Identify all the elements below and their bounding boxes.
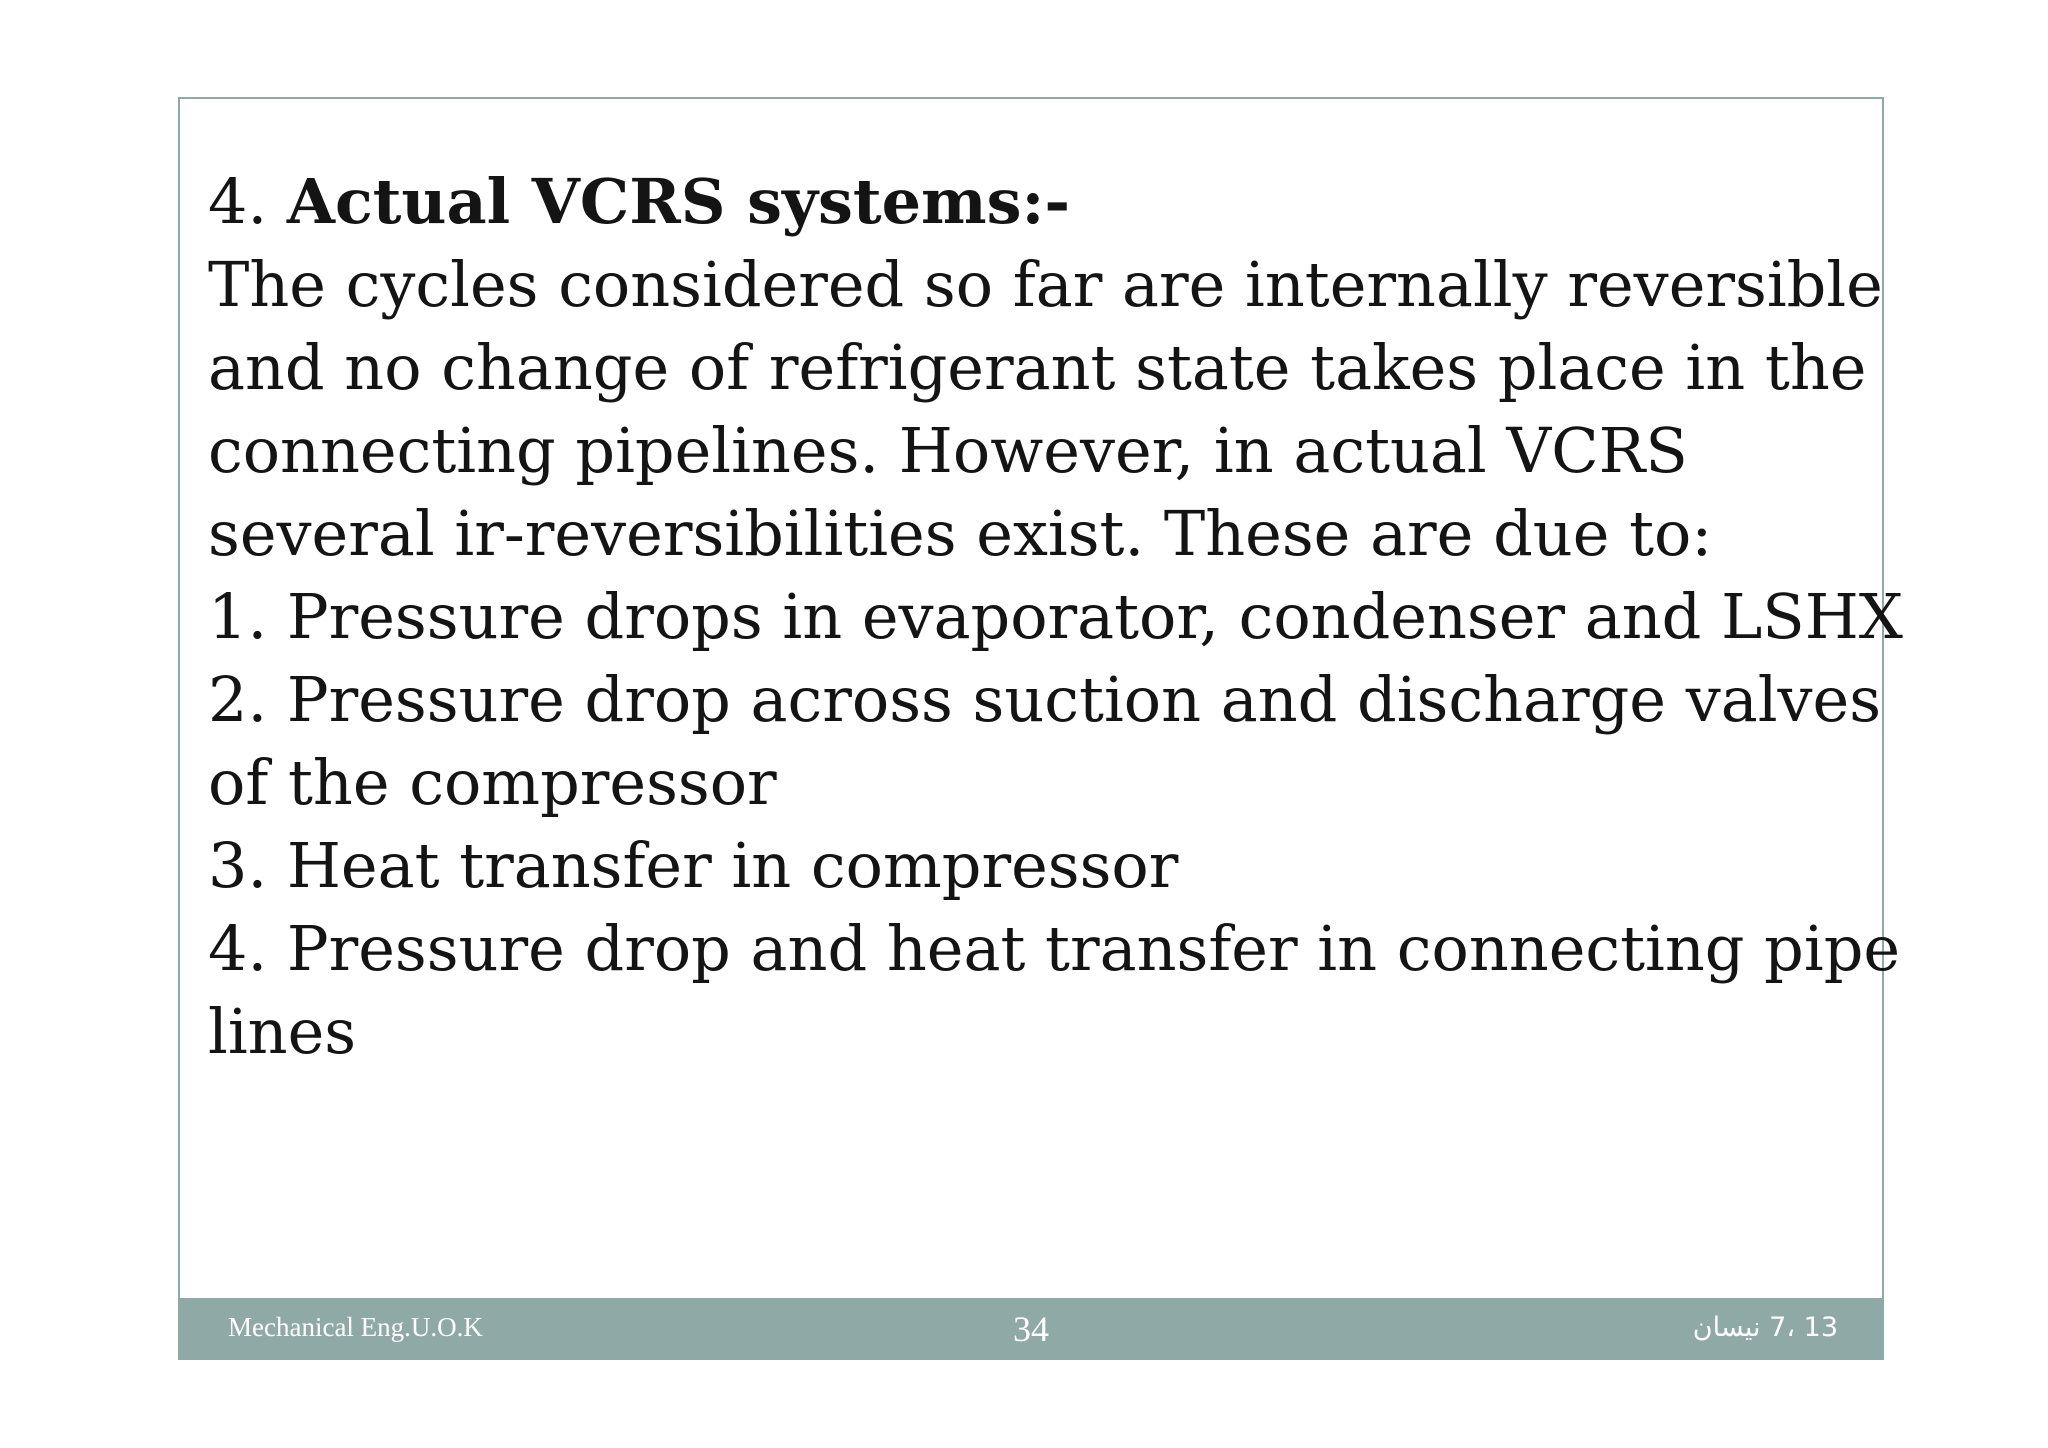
list-item-continuation: of the compressor xyxy=(208,746,777,819)
footer-date: 13 ،7 نيسان xyxy=(1692,1312,1838,1343)
body-line: connecting pipelines. However, in actual VCRS xyxy=(208,414,1688,487)
body-line: and no change of refrigerant state takes place in the xyxy=(208,331,1867,404)
slide-content xyxy=(208,160,1903,1073)
list-item: 4. Pressure drop and heat transfer in connecting pipe xyxy=(208,912,1901,985)
list-item: 3. Heat transfer in compressor xyxy=(208,829,1179,902)
list-item: 1. Pressure drops in evaporator, condenser and LSHX xyxy=(208,580,1903,653)
heading-title: Actual VCRS systems:- xyxy=(286,165,1071,238)
slide-footer xyxy=(178,1298,1884,1360)
footer-page-number: 34 xyxy=(1013,1309,1049,1349)
body-line: The cycles considered so far are internally reversible xyxy=(208,248,1883,321)
heading-number: 4. xyxy=(208,165,268,238)
footer-organization: Mechanical Eng.U.O.K xyxy=(228,1312,483,1342)
list-item-continuation: lines xyxy=(208,995,357,1068)
body-line: several ir-reversibilities exist. These are due to: xyxy=(208,497,1713,570)
slide-heading xyxy=(208,160,1868,243)
list-item: 2. Pressure drop across suction and discharge valves xyxy=(208,663,1882,736)
